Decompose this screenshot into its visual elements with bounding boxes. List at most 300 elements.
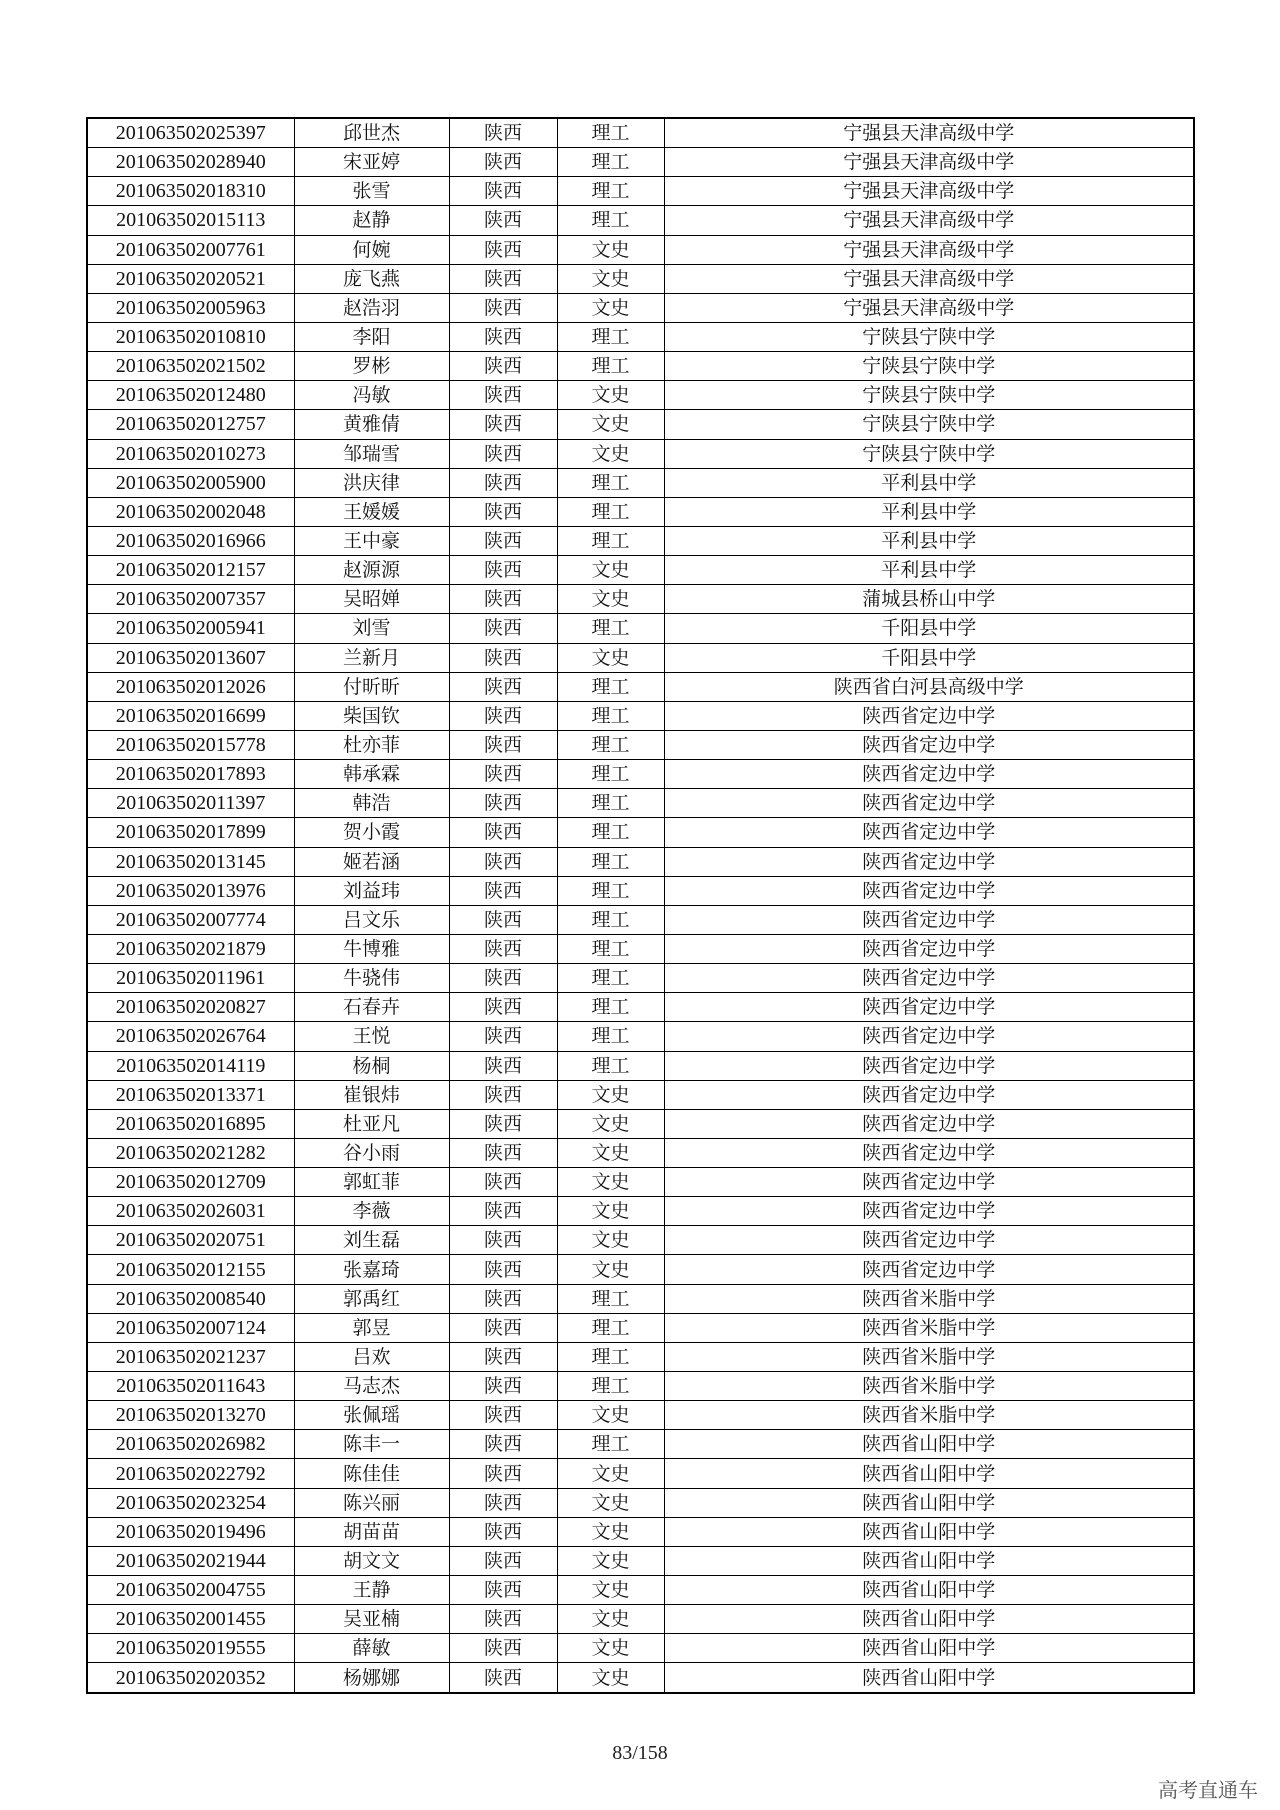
- province-cell: 陕西: [449, 439, 557, 468]
- category-cell: 文史: [557, 1197, 664, 1226]
- school-cell: 宁陕县宁陕中学: [664, 410, 1194, 439]
- table-row: [87, 905, 1194, 934]
- school-cell: 陕西省山阳中学: [664, 1517, 1194, 1546]
- table-row: [87, 672, 1194, 701]
- name-cell: 韩承霖: [294, 760, 449, 789]
- name-cell: 张嘉琦: [294, 1255, 449, 1284]
- exam-id-cell: 201063502007124: [87, 1313, 294, 1342]
- exam-id-cell: 201063502008540: [87, 1284, 294, 1313]
- category-cell: 文史: [557, 1517, 664, 1546]
- school-cell: 陕西省定边中学: [664, 1080, 1194, 1109]
- exam-id-cell: 201063502020521: [87, 264, 294, 293]
- name-cell: 赵浩羽: [294, 293, 449, 322]
- province-cell: 陕西: [449, 1517, 557, 1546]
- name-cell: 崔银炜: [294, 1080, 449, 1109]
- province-cell: 陕西: [449, 1313, 557, 1342]
- category-cell: 文史: [557, 1546, 664, 1575]
- province-cell: 陕西: [449, 206, 557, 235]
- province-cell: 陕西: [449, 148, 557, 177]
- table-row: [87, 1663, 1194, 1693]
- exam-id-cell: 201063502015113: [87, 206, 294, 235]
- exam-id-cell: 201063502011961: [87, 964, 294, 993]
- table-row: [87, 818, 1194, 847]
- table-row: [87, 497, 1194, 526]
- name-cell: 姬若涵: [294, 847, 449, 876]
- category-cell: 理工: [557, 177, 664, 206]
- name-cell: 宋亚婷: [294, 148, 449, 177]
- table-row: [87, 264, 1194, 293]
- school-cell: 陕西省米脂中学: [664, 1284, 1194, 1313]
- table-row: [87, 701, 1194, 730]
- school-cell: 陕西省定边中学: [664, 876, 1194, 905]
- province-cell: 陕西: [449, 730, 557, 759]
- category-cell: 理工: [557, 876, 664, 905]
- school-cell: 千阳县中学: [664, 643, 1194, 672]
- name-cell: 王媛媛: [294, 497, 449, 526]
- table-row: [87, 1051, 1194, 1080]
- table-row: [87, 206, 1194, 235]
- province-cell: 陕西: [449, 1284, 557, 1313]
- province-cell: 陕西: [449, 1138, 557, 1167]
- school-cell: 陕西省定边中学: [664, 847, 1194, 876]
- name-cell: 柴国钦: [294, 701, 449, 730]
- table-row: [87, 876, 1194, 905]
- school-cell: 平利县中学: [664, 556, 1194, 585]
- table-row: [87, 993, 1194, 1022]
- name-cell: 薛敏: [294, 1634, 449, 1663]
- category-cell: 理工: [557, 1372, 664, 1401]
- province-cell: 陕西: [449, 1080, 557, 1109]
- category-cell: 文史: [557, 643, 664, 672]
- name-cell: 石春卉: [294, 993, 449, 1022]
- table-row: [87, 1313, 1194, 1342]
- table-row: [87, 235, 1194, 264]
- category-cell: 文史: [557, 1138, 664, 1167]
- school-cell: 陕西省白河县高级中学: [664, 672, 1194, 701]
- name-cell: 李阳: [294, 322, 449, 351]
- table-row: [87, 177, 1194, 206]
- school-cell: 陕西省山阳中学: [664, 1605, 1194, 1634]
- school-cell: 平利县中学: [664, 468, 1194, 497]
- name-cell: 杨娜娜: [294, 1663, 449, 1693]
- table-row: [87, 1372, 1194, 1401]
- table-row: [87, 847, 1194, 876]
- table-row: [87, 789, 1194, 818]
- name-cell: 韩浩: [294, 789, 449, 818]
- name-cell: 李薇: [294, 1197, 449, 1226]
- name-cell: 洪庆律: [294, 468, 449, 497]
- school-cell: 陕西省定边中学: [664, 789, 1194, 818]
- province-cell: 陕西: [449, 1634, 557, 1663]
- province-cell: 陕西: [449, 118, 557, 148]
- table-body: [87, 118, 1194, 1693]
- table-row: [87, 1197, 1194, 1226]
- province-cell: 陕西: [449, 672, 557, 701]
- name-cell: 吕欢: [294, 1342, 449, 1371]
- school-cell: 平利县中学: [664, 526, 1194, 555]
- category-cell: 文史: [557, 1255, 664, 1284]
- name-cell: 牛骁伟: [294, 964, 449, 993]
- school-cell: 陕西省定边中学: [664, 1197, 1194, 1226]
- category-cell: 文史: [557, 1168, 664, 1197]
- province-cell: 陕西: [449, 264, 557, 293]
- exam-id-cell: 201063502016699: [87, 701, 294, 730]
- category-cell: 理工: [557, 614, 664, 643]
- exam-id-cell: 201063502012480: [87, 381, 294, 410]
- province-cell: 陕西: [449, 847, 557, 876]
- school-cell: 陕西省定边中学: [664, 964, 1194, 993]
- province-cell: 陕西: [449, 905, 557, 934]
- exam-id-cell: 201063502016895: [87, 1109, 294, 1138]
- exam-id-cell: 201063502007761: [87, 235, 294, 264]
- name-cell: 吴亚楠: [294, 1605, 449, 1634]
- school-cell: 宁陕县宁陕中学: [664, 381, 1194, 410]
- table-row: [87, 1284, 1194, 1313]
- exam-id-cell: 201063502026031: [87, 1197, 294, 1226]
- school-cell: 陕西省米脂中学: [664, 1342, 1194, 1371]
- table-row: [87, 1488, 1194, 1517]
- table-row: [87, 964, 1194, 993]
- name-cell: 刘雪: [294, 614, 449, 643]
- province-cell: 陕西: [449, 1546, 557, 1575]
- province-cell: 陕西: [449, 614, 557, 643]
- province-cell: 陕西: [449, 993, 557, 1022]
- table-row: [87, 1022, 1194, 1051]
- table-row: [87, 1168, 1194, 1197]
- exam-id-cell: 201063502007774: [87, 905, 294, 934]
- category-cell: 文史: [557, 1109, 664, 1138]
- category-cell: 理工: [557, 118, 664, 148]
- exam-id-cell: 201063502013145: [87, 847, 294, 876]
- category-cell: 理工: [557, 526, 664, 555]
- province-cell: 陕西: [449, 964, 557, 993]
- name-cell: 牛博雅: [294, 934, 449, 963]
- province-cell: 陕西: [449, 643, 557, 672]
- school-cell: 宁陕县宁陕中学: [664, 439, 1194, 468]
- province-cell: 陕西: [449, 1255, 557, 1284]
- province-cell: 陕西: [449, 468, 557, 497]
- exam-id-cell: 201063502012709: [87, 1168, 294, 1197]
- school-cell: 千阳县中学: [664, 614, 1194, 643]
- name-cell: 黄雅倩: [294, 410, 449, 439]
- table-row: [87, 468, 1194, 497]
- exam-id-cell: 201063502025397: [87, 118, 294, 148]
- table-row: [87, 556, 1194, 585]
- table-row: [87, 585, 1194, 614]
- name-cell: 陈兴丽: [294, 1488, 449, 1517]
- exam-id-cell: 201063502022792: [87, 1459, 294, 1488]
- school-cell: 宁陕县宁陕中学: [664, 322, 1194, 351]
- school-cell: 陕西省定边中学: [664, 760, 1194, 789]
- name-cell: 王悦: [294, 1022, 449, 1051]
- province-cell: 陕西: [449, 1459, 557, 1488]
- school-cell: 宁强县天津高级中学: [664, 206, 1194, 235]
- exam-id-cell: 201063502005963: [87, 293, 294, 322]
- category-cell: 理工: [557, 1051, 664, 1080]
- table-row: [87, 381, 1194, 410]
- name-cell: 贺小霞: [294, 818, 449, 847]
- category-cell: 文史: [557, 1401, 664, 1430]
- province-cell: 陕西: [449, 177, 557, 206]
- exam-id-cell: 201063502023254: [87, 1488, 294, 1517]
- school-cell: 陕西省定边中学: [664, 1138, 1194, 1167]
- category-cell: 文史: [557, 1576, 664, 1605]
- province-cell: 陕西: [449, 1197, 557, 1226]
- exam-id-cell: 201063502005941: [87, 614, 294, 643]
- school-cell: 陕西省山阳中学: [664, 1546, 1194, 1575]
- exam-id-cell: 201063502002048: [87, 497, 294, 526]
- name-cell: 杜亦菲: [294, 730, 449, 759]
- exam-id-cell: 201063502026764: [87, 1022, 294, 1051]
- name-cell: 胡文文: [294, 1546, 449, 1575]
- name-cell: 陈佳佳: [294, 1459, 449, 1488]
- category-cell: 理工: [557, 468, 664, 497]
- name-cell: 郭昱: [294, 1313, 449, 1342]
- category-cell: 理工: [557, 789, 664, 818]
- category-cell: 理工: [557, 701, 664, 730]
- name-cell: 王中豪: [294, 526, 449, 555]
- exam-id-cell: 201063502020352: [87, 1663, 294, 1693]
- exam-id-cell: 201063502019496: [87, 1517, 294, 1546]
- school-cell: 蒲城县桥山中学: [664, 585, 1194, 614]
- name-cell: 邹瑞雪: [294, 439, 449, 468]
- table-row: [87, 1517, 1194, 1546]
- watermark-text: 高考直通车: [1158, 1778, 1258, 1802]
- school-cell: 陕西省定边中学: [664, 1022, 1194, 1051]
- school-cell: 陕西省定边中学: [664, 1168, 1194, 1197]
- category-cell: 理工: [557, 760, 664, 789]
- school-cell: 陕西省山阳中学: [664, 1634, 1194, 1663]
- category-cell: 理工: [557, 1313, 664, 1342]
- province-cell: 陕西: [449, 410, 557, 439]
- school-cell: 陕西省山阳中学: [664, 1430, 1194, 1459]
- school-cell: 陕西省山阳中学: [664, 1488, 1194, 1517]
- exam-id-cell: 201063502019555: [87, 1634, 294, 1663]
- name-cell: 赵静: [294, 206, 449, 235]
- school-cell: 陕西省定边中学: [664, 993, 1194, 1022]
- category-cell: 文史: [557, 1459, 664, 1488]
- category-cell: 理工: [557, 206, 664, 235]
- province-cell: 陕西: [449, 1022, 557, 1051]
- name-cell: 郭禹红: [294, 1284, 449, 1313]
- category-cell: 理工: [557, 730, 664, 759]
- name-cell: 邱世杰: [294, 118, 449, 148]
- school-cell: 陕西省山阳中学: [664, 1576, 1194, 1605]
- province-cell: 陕西: [449, 1401, 557, 1430]
- school-cell: 陕西省定边中学: [664, 701, 1194, 730]
- school-cell: 陕西省米脂中学: [664, 1372, 1194, 1401]
- province-cell: 陕西: [449, 322, 557, 351]
- exam-id-cell: 201063502020827: [87, 993, 294, 1022]
- category-cell: 理工: [557, 1022, 664, 1051]
- school-cell: 宁陕县宁陕中学: [664, 352, 1194, 381]
- province-cell: 陕西: [449, 1605, 557, 1634]
- school-cell: 宁强县天津高级中学: [664, 177, 1194, 206]
- name-cell: 庞飞燕: [294, 264, 449, 293]
- exam-id-cell: 201063502004755: [87, 1576, 294, 1605]
- table-row: [87, 439, 1194, 468]
- table-row: [87, 526, 1194, 555]
- exam-id-cell: 201063502013976: [87, 876, 294, 905]
- exam-id-cell: 201063502026982: [87, 1430, 294, 1459]
- category-cell: 理工: [557, 672, 664, 701]
- school-cell: 陕西省定边中学: [664, 1255, 1194, 1284]
- school-cell: 平利县中学: [664, 497, 1194, 526]
- exam-id-cell: 201063502013371: [87, 1080, 294, 1109]
- exam-id-cell: 201063502015778: [87, 730, 294, 759]
- exam-id-cell: 201063502013607: [87, 643, 294, 672]
- province-cell: 陕西: [449, 876, 557, 905]
- exam-id-cell: 201063502021282: [87, 1138, 294, 1167]
- province-cell: 陕西: [449, 1576, 557, 1605]
- name-cell: 杜亚凡: [294, 1109, 449, 1138]
- province-cell: 陕西: [449, 934, 557, 963]
- exam-id-cell: 201063502017899: [87, 818, 294, 847]
- school-cell: 陕西省定边中学: [664, 905, 1194, 934]
- name-cell: 马志杰: [294, 1372, 449, 1401]
- province-cell: 陕西: [449, 789, 557, 818]
- school-cell: 陕西省定边中学: [664, 818, 1194, 847]
- category-cell: 文史: [557, 1605, 664, 1634]
- name-cell: 兰新月: [294, 643, 449, 672]
- category-cell: 理工: [557, 1430, 664, 1459]
- table-row: [87, 730, 1194, 759]
- category-cell: 文史: [557, 410, 664, 439]
- category-cell: 理工: [557, 497, 664, 526]
- province-cell: 陕西: [449, 701, 557, 730]
- school-cell: 陕西省定边中学: [664, 730, 1194, 759]
- page-number: 83/158: [612, 1742, 668, 1764]
- table-row: [87, 1109, 1194, 1138]
- category-cell: 理工: [557, 322, 664, 351]
- table-row: [87, 1255, 1194, 1284]
- name-cell: 谷小雨: [294, 1138, 449, 1167]
- exam-id-cell: 201063502021879: [87, 934, 294, 963]
- exam-id-cell: 201063502013270: [87, 1401, 294, 1430]
- category-cell: 理工: [557, 1342, 664, 1371]
- category-cell: 理工: [557, 148, 664, 177]
- category-cell: 理工: [557, 905, 664, 934]
- table-row: [87, 643, 1194, 672]
- category-cell: 理工: [557, 1284, 664, 1313]
- province-cell: 陕西: [449, 381, 557, 410]
- category-cell: 文史: [557, 1634, 664, 1663]
- province-cell: 陕西: [449, 760, 557, 789]
- exam-id-cell: 201063502021944: [87, 1546, 294, 1575]
- table-row: [87, 1138, 1194, 1167]
- exam-id-cell: 201063502012157: [87, 556, 294, 585]
- province-cell: 陕西: [449, 1109, 557, 1138]
- category-cell: 文史: [557, 264, 664, 293]
- name-cell: 陈丰一: [294, 1430, 449, 1459]
- table-row: [87, 1226, 1194, 1255]
- exam-id-cell: 201063502010810: [87, 322, 294, 351]
- exam-id-cell: 201063502010273: [87, 439, 294, 468]
- exam-id-cell: 201063502017893: [87, 760, 294, 789]
- name-cell: 吕文乐: [294, 905, 449, 934]
- category-cell: 文史: [557, 585, 664, 614]
- school-cell: 陕西省定边中学: [664, 934, 1194, 963]
- province-cell: 陕西: [449, 1430, 557, 1459]
- province-cell: 陕西: [449, 526, 557, 555]
- name-cell: 付昕昕: [294, 672, 449, 701]
- exam-id-cell: 201063502005900: [87, 468, 294, 497]
- name-cell: 赵源源: [294, 556, 449, 585]
- school-cell: 陕西省定边中学: [664, 1109, 1194, 1138]
- category-cell: 文史: [557, 1226, 664, 1255]
- table-row: [87, 293, 1194, 322]
- category-cell: 文史: [557, 1663, 664, 1693]
- exam-id-cell: 201063502011397: [87, 789, 294, 818]
- province-cell: 陕西: [449, 1663, 557, 1693]
- province-cell: 陕西: [449, 585, 557, 614]
- table-row: [87, 148, 1194, 177]
- name-cell: 杨桐: [294, 1051, 449, 1080]
- table-row: [87, 934, 1194, 963]
- school-cell: 陕西省定边中学: [664, 1051, 1194, 1080]
- category-cell: 理工: [557, 352, 664, 381]
- exam-id-cell: 201063502012757: [87, 410, 294, 439]
- province-cell: 陕西: [449, 352, 557, 381]
- category-cell: 文史: [557, 1488, 664, 1517]
- name-cell: 何婉: [294, 235, 449, 264]
- school-cell: 宁强县天津高级中学: [664, 235, 1194, 264]
- name-cell: 王静: [294, 1576, 449, 1605]
- category-cell: 文史: [557, 556, 664, 585]
- exam-id-cell: 201063502020751: [87, 1226, 294, 1255]
- exam-id-cell: 201063502021502: [87, 352, 294, 381]
- province-cell: 陕西: [449, 235, 557, 264]
- table-row: [87, 1546, 1194, 1575]
- table-row: [87, 410, 1194, 439]
- exam-id-cell: 201063502018310: [87, 177, 294, 206]
- category-cell: 理工: [557, 847, 664, 876]
- table-row: [87, 1576, 1194, 1605]
- table-row: [87, 1080, 1194, 1109]
- exam-id-cell: 201063502016966: [87, 526, 294, 555]
- province-cell: 陕西: [449, 1342, 557, 1371]
- table-row: [87, 614, 1194, 643]
- school-cell: 陕西省定边中学: [664, 1226, 1194, 1255]
- name-cell: 罗彬: [294, 352, 449, 381]
- table-row: [87, 1430, 1194, 1459]
- school-cell: 陕西省米脂中学: [664, 1401, 1194, 1430]
- school-cell: 宁强县天津高级中学: [664, 118, 1194, 148]
- school-cell: 宁强县天津高级中学: [664, 293, 1194, 322]
- category-cell: 文史: [557, 293, 664, 322]
- table-row: [87, 1459, 1194, 1488]
- name-cell: 郭虹菲: [294, 1168, 449, 1197]
- province-cell: 陕西: [449, 818, 557, 847]
- exam-id-cell: 201063502021237: [87, 1342, 294, 1371]
- exam-id-cell: 201063502011643: [87, 1372, 294, 1401]
- name-cell: 张雪: [294, 177, 449, 206]
- table-row: [87, 760, 1194, 789]
- school-cell: 宁强县天津高级中学: [664, 264, 1194, 293]
- table-row: [87, 1605, 1194, 1634]
- name-cell: 张佩瑶: [294, 1401, 449, 1430]
- table-row: [87, 1342, 1194, 1371]
- category-cell: 理工: [557, 964, 664, 993]
- name-cell: 吴昭婵: [294, 585, 449, 614]
- category-cell: 文史: [557, 1080, 664, 1109]
- school-cell: 宁强县天津高级中学: [664, 148, 1194, 177]
- school-cell: 陕西省米脂中学: [664, 1313, 1194, 1342]
- school-cell: 陕西省山阳中学: [664, 1459, 1194, 1488]
- table-row: [87, 352, 1194, 381]
- name-cell: 冯敏: [294, 381, 449, 410]
- exam-id-cell: 201063502001455: [87, 1605, 294, 1634]
